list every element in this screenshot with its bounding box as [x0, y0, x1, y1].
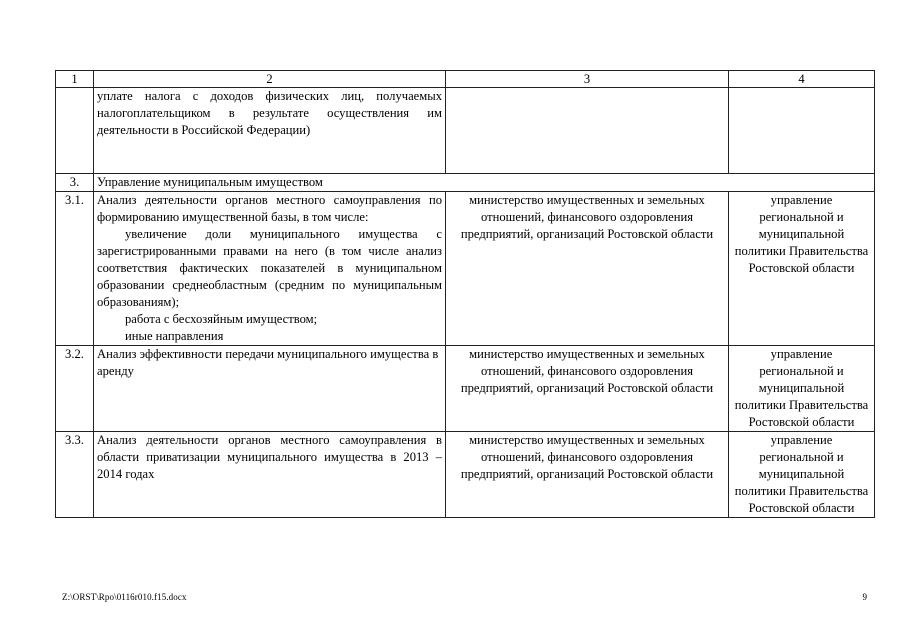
executor-cell: [446, 88, 729, 174]
row-number: 3.3.: [56, 432, 94, 518]
table-header-row: [56, 71, 875, 88]
table-row: [56, 88, 875, 174]
column-number-4: 4: [729, 71, 875, 88]
page-number: 9: [862, 592, 867, 602]
measure-subitem: иные направления: [125, 329, 224, 343]
measure-cell: [94, 88, 446, 174]
measure-text: уплате налога с доходов физических лиц, получаемых налогоплательщиком в результате осуществления им деятельности в Российской Федерации): [97, 89, 442, 137]
executor-cell: министерство имущественных и земельных отношений, финансового оздоровления предприятий, организаций Ростовской области: [446, 432, 729, 518]
row-number: 3.2.: [56, 346, 94, 432]
table-row: [56, 346, 875, 432]
column-number-3: 3: [446, 71, 729, 88]
table-row: [56, 174, 875, 192]
measure-cell: [94, 346, 446, 432]
row-number: 3.1.: [56, 192, 94, 346]
measure-cell: [94, 432, 446, 518]
coexecutor-cell: управление региональной и муниципальной политики Правительства Ростовской области: [729, 192, 875, 346]
executor-cell: министерство имущественных и земельных отношений, финансового оздоровления предприятий, организаций Ростовской области: [446, 192, 729, 346]
coexecutor-cell: управление региональной и муниципальной политики Правительства Ростовской области: [729, 432, 875, 518]
row-number: 3.: [56, 174, 94, 192]
measure-subitem: увеличение доли муниципального имущества с зарегистрированными правами на него (в том числе анализ соответствия фактических показателей в муниципальном образовании среднеобластным (средним по муниципальным образованиям);: [97, 227, 442, 309]
row-number: [56, 88, 94, 174]
column-number-1: 1: [56, 71, 94, 88]
measure-text: Анализ деятельности органов местного самоуправления в области приватизации муниципального имущества в 2013 – 2014 годах: [97, 433, 442, 481]
measure-subitem: работа с бесхозяйным имуществом;: [125, 312, 318, 326]
section-title: Управление муниципальным имуществом: [94, 174, 875, 192]
measure-text: Анализ эффективности передачи муниципального имущества в аренду: [97, 347, 439, 378]
table-row: [56, 192, 875, 346]
coexecutor-cell: управление региональной и муниципальной политики Правительства Ростовской области: [729, 346, 875, 432]
measure-text: Анализ деятельности органов местного самоуправления по формированию имущественной базы, в том числе:: [97, 193, 442, 224]
measures-table: [55, 70, 875, 518]
file-path: Z:\ORST\Rpo\0116r010.f15.docx: [62, 592, 187, 602]
measure-cell: [94, 192, 446, 346]
executor-cell: министерство имущественных и земельных отношений, финансового оздоровления предприятий, организаций Ростовской области: [446, 346, 729, 432]
coexecutor-cell: [729, 88, 875, 174]
table-row: [56, 432, 875, 518]
column-number-2: 2: [94, 71, 446, 88]
